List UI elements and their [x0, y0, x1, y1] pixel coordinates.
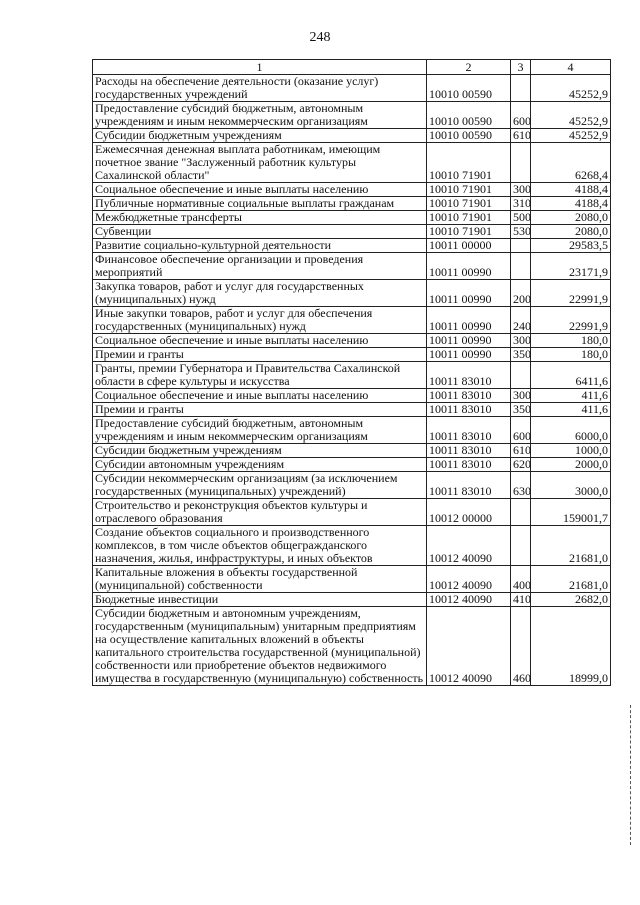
cell-target-code: 10010 71901 — [427, 183, 511, 197]
cell-item-name: Закупка товаров, работ и услуг для государственных (муниципальных) нужд — [93, 280, 427, 307]
cell-expense-type: 310 — [511, 197, 531, 211]
cell-amount: 23171,9 — [531, 253, 611, 280]
cell-target-code: 10010 71901 — [427, 211, 511, 225]
table-row — [93, 472, 611, 499]
header-col-2: 2 — [427, 60, 511, 75]
cell-expense-type: 460 — [511, 607, 531, 686]
cell-target-code: 10012 40090 — [427, 593, 511, 607]
budget-table — [92, 59, 611, 686]
table-row — [93, 197, 611, 211]
cell-amount: 6000,0 — [531, 417, 611, 444]
cell-target-code: 10010 71901 — [427, 197, 511, 211]
table-row — [93, 102, 611, 129]
cell-item-name: Социальное обеспечение и иные выплаты населению — [93, 334, 427, 348]
cell-amount: 6411,6 — [531, 362, 611, 389]
cell-target-code: 10010 00590 — [427, 75, 511, 102]
header-col-4: 4 — [531, 60, 611, 75]
cell-target-code: 10010 00590 — [427, 102, 511, 129]
cell-amount: 159001,7 — [531, 499, 611, 526]
cell-target-code: 10012 00000 — [427, 499, 511, 526]
cell-expense-type: 630 — [511, 472, 531, 499]
cell-amount: 4188,4 — [531, 183, 611, 197]
cell-item-name: Субсидии бюджетным и автономным учреждениям, государственным (муниципальным) унитарным предприятиям на осуществление капитальных вложений в объекты капитального строительства государственной (муниципальной) собственности или приобретение объектов недвижимого имущества в государственную (муниципальную) собственность — [93, 607, 427, 686]
cell-target-code: 10012 40090 — [427, 526, 511, 566]
table-row — [93, 307, 611, 334]
cell-item-name: Публичные нормативные социальные выплаты гражданам — [93, 197, 427, 211]
cell-target-code: 10011 00990 — [427, 307, 511, 334]
cell-expense-type: 300 — [511, 389, 531, 403]
table-row — [93, 499, 611, 526]
cell-expense-type: 620 — [511, 458, 531, 472]
cell-item-name: Субсидии бюджетным учреждениям — [93, 444, 427, 458]
cell-item-name: Расходы на обеспечение деятельности (оказание услуг) государственных учреждений — [93, 75, 427, 102]
header-col-3: 3 — [511, 60, 531, 75]
cell-item-name: Субвенции — [93, 225, 427, 239]
cell-amount: 411,6 — [531, 403, 611, 417]
cell-expense-type: 240 — [511, 307, 531, 334]
cell-target-code: 10012 40090 — [427, 607, 511, 686]
cell-target-code: 10010 00590 — [427, 129, 511, 143]
cell-expense-type: 300 — [511, 334, 531, 348]
cell-amount: 45252,9 — [531, 129, 611, 143]
cell-expense-type: 600 — [511, 417, 531, 444]
table-row — [93, 444, 611, 458]
cell-item-name: Предоставление субсидий бюджетным, автономным учреждениям и иным некоммерческим организациям — [93, 417, 427, 444]
table-row — [93, 280, 611, 307]
table-body — [93, 75, 611, 686]
cell-item-name: Субсидии бюджетным учреждениям — [93, 129, 427, 143]
cell-amount: 22991,9 — [531, 280, 611, 307]
cell-expense-type — [511, 526, 531, 566]
page-number: 248 — [309, 30, 331, 45]
cell-item-name: Финансовое обеспечение организации и проведения мероприятий — [93, 253, 427, 280]
cell-target-code: 10011 83010 — [427, 444, 511, 458]
table-row — [93, 458, 611, 472]
cell-amount: 411,6 — [531, 389, 611, 403]
cell-target-code: 10011 00990 — [427, 348, 511, 362]
scan-edge-mark — [630, 705, 633, 845]
cell-target-code: 10011 83010 — [427, 389, 511, 403]
cell-item-name: Премии и гранты — [93, 348, 427, 362]
cell-amount: 45252,9 — [531, 75, 611, 102]
cell-amount: 3000,0 — [531, 472, 611, 499]
cell-amount: 22991,9 — [531, 307, 611, 334]
cell-item-name: Субсидии некоммерческим организациям (за исключением государственных (муниципальных) учреждений) — [93, 472, 427, 499]
table-row — [93, 348, 611, 362]
cell-amount: 21681,0 — [531, 566, 611, 593]
cell-target-code: 10011 00990 — [427, 334, 511, 348]
cell-amount: 6268,4 — [531, 143, 611, 183]
cell-item-name: Создание объектов социального и производственного комплексов, в том числе объектов общегражданского назначения, жилья, инфраструктуры, и иных объектов — [93, 526, 427, 566]
cell-amount: 2682,0 — [531, 593, 611, 607]
cell-target-code: 10011 83010 — [427, 362, 511, 389]
cell-amount: 4188,4 — [531, 197, 611, 211]
table-row — [93, 225, 611, 239]
cell-amount: 2080,0 — [531, 211, 611, 225]
table-row — [93, 566, 611, 593]
table-row — [93, 417, 611, 444]
cell-expense-type: 410 — [511, 593, 531, 607]
table-row — [93, 75, 611, 102]
cell-amount: 45252,9 — [531, 102, 611, 129]
cell-expense-type: 350 — [511, 348, 531, 362]
cell-amount: 2080,0 — [531, 225, 611, 239]
cell-amount: 2000,0 — [531, 458, 611, 472]
cell-amount: 180,0 — [531, 334, 611, 348]
table-row — [93, 607, 611, 686]
cell-amount: 29583,5 — [531, 239, 611, 253]
cell-expense-type — [511, 253, 531, 280]
table-row — [93, 362, 611, 389]
cell-target-code: 10011 83010 — [427, 458, 511, 472]
cell-expense-type — [511, 499, 531, 526]
cell-target-code: 10011 83010 — [427, 417, 511, 444]
cell-target-code: 10010 71901 — [427, 225, 511, 239]
table-row — [93, 129, 611, 143]
cell-expense-type: 500 — [511, 211, 531, 225]
cell-target-code: 10011 83010 — [427, 403, 511, 417]
table-row — [93, 253, 611, 280]
cell-item-name: Межбюджетные трансферты — [93, 211, 427, 225]
table-row — [93, 143, 611, 183]
table-row — [93, 403, 611, 417]
cell-expense-type — [511, 75, 531, 102]
cell-expense-type — [511, 239, 531, 253]
cell-expense-type: 350 — [511, 403, 531, 417]
cell-item-name: Социальное обеспечение и иные выплаты населению — [93, 183, 427, 197]
cell-item-name: Премии и гранты — [93, 403, 427, 417]
cell-amount: 21681,0 — [531, 526, 611, 566]
table-row — [93, 334, 611, 348]
cell-item-name: Бюджетные инвестиции — [93, 593, 427, 607]
cell-target-code: 10012 40090 — [427, 566, 511, 593]
cell-target-code: 10011 00000 — [427, 239, 511, 253]
cell-item-name: Ежемесячная денежная выплата работникам, имеющим почетное звание "Заслуженный работник культуры Сахалинской области" — [93, 143, 427, 183]
cell-target-code: 10011 00990 — [427, 280, 511, 307]
cell-expense-type — [511, 143, 531, 183]
cell-amount: 18999,0 — [531, 607, 611, 686]
cell-item-name: Строительство и реконструкция объектов культуры и отраслевого образования — [93, 499, 427, 526]
cell-expense-type: 610 — [511, 444, 531, 458]
cell-item-name: Социальное обеспечение и иные выплаты населению — [93, 389, 427, 403]
cell-expense-type: 530 — [511, 225, 531, 239]
cell-item-name: Гранты, премии Губернатора и Правительства Сахалинской области в сфере культуры и искусства — [93, 362, 427, 389]
table-row — [93, 593, 611, 607]
table-row — [93, 239, 611, 253]
cell-expense-type: 300 — [511, 183, 531, 197]
table-row — [93, 389, 611, 403]
cell-target-code: 10011 83010 — [427, 472, 511, 499]
cell-item-name: Капитальные вложения в объекты государственной (муниципальной) собственности — [93, 566, 427, 593]
header-col-1: 1 — [93, 60, 427, 75]
table-row — [93, 211, 611, 225]
cell-item-name: Развитие социально-культурной деятельности — [93, 239, 427, 253]
cell-target-code: 10010 71901 — [427, 143, 511, 183]
cell-expense-type — [511, 362, 531, 389]
cell-amount: 1000,0 — [531, 444, 611, 458]
cell-expense-type: 200 — [511, 280, 531, 307]
cell-expense-type: 600 — [511, 102, 531, 129]
cell-item-name: Предоставление субсидий бюджетным, автономным учреждениям и иным некоммерческим организациям — [93, 102, 427, 129]
cell-expense-type: 400 — [511, 566, 531, 593]
cell-expense-type: 610 — [511, 129, 531, 143]
cell-target-code: 10011 00990 — [427, 253, 511, 280]
table-row — [93, 183, 611, 197]
table-header-row — [93, 60, 611, 75]
cell-item-name: Иные закупки товаров, работ и услуг для обеспечения государственных (муниципальных) нужд — [93, 307, 427, 334]
table-row — [93, 526, 611, 566]
cell-amount: 180,0 — [531, 348, 611, 362]
cell-item-name: Субсидии автономным учреждениям — [93, 458, 427, 472]
